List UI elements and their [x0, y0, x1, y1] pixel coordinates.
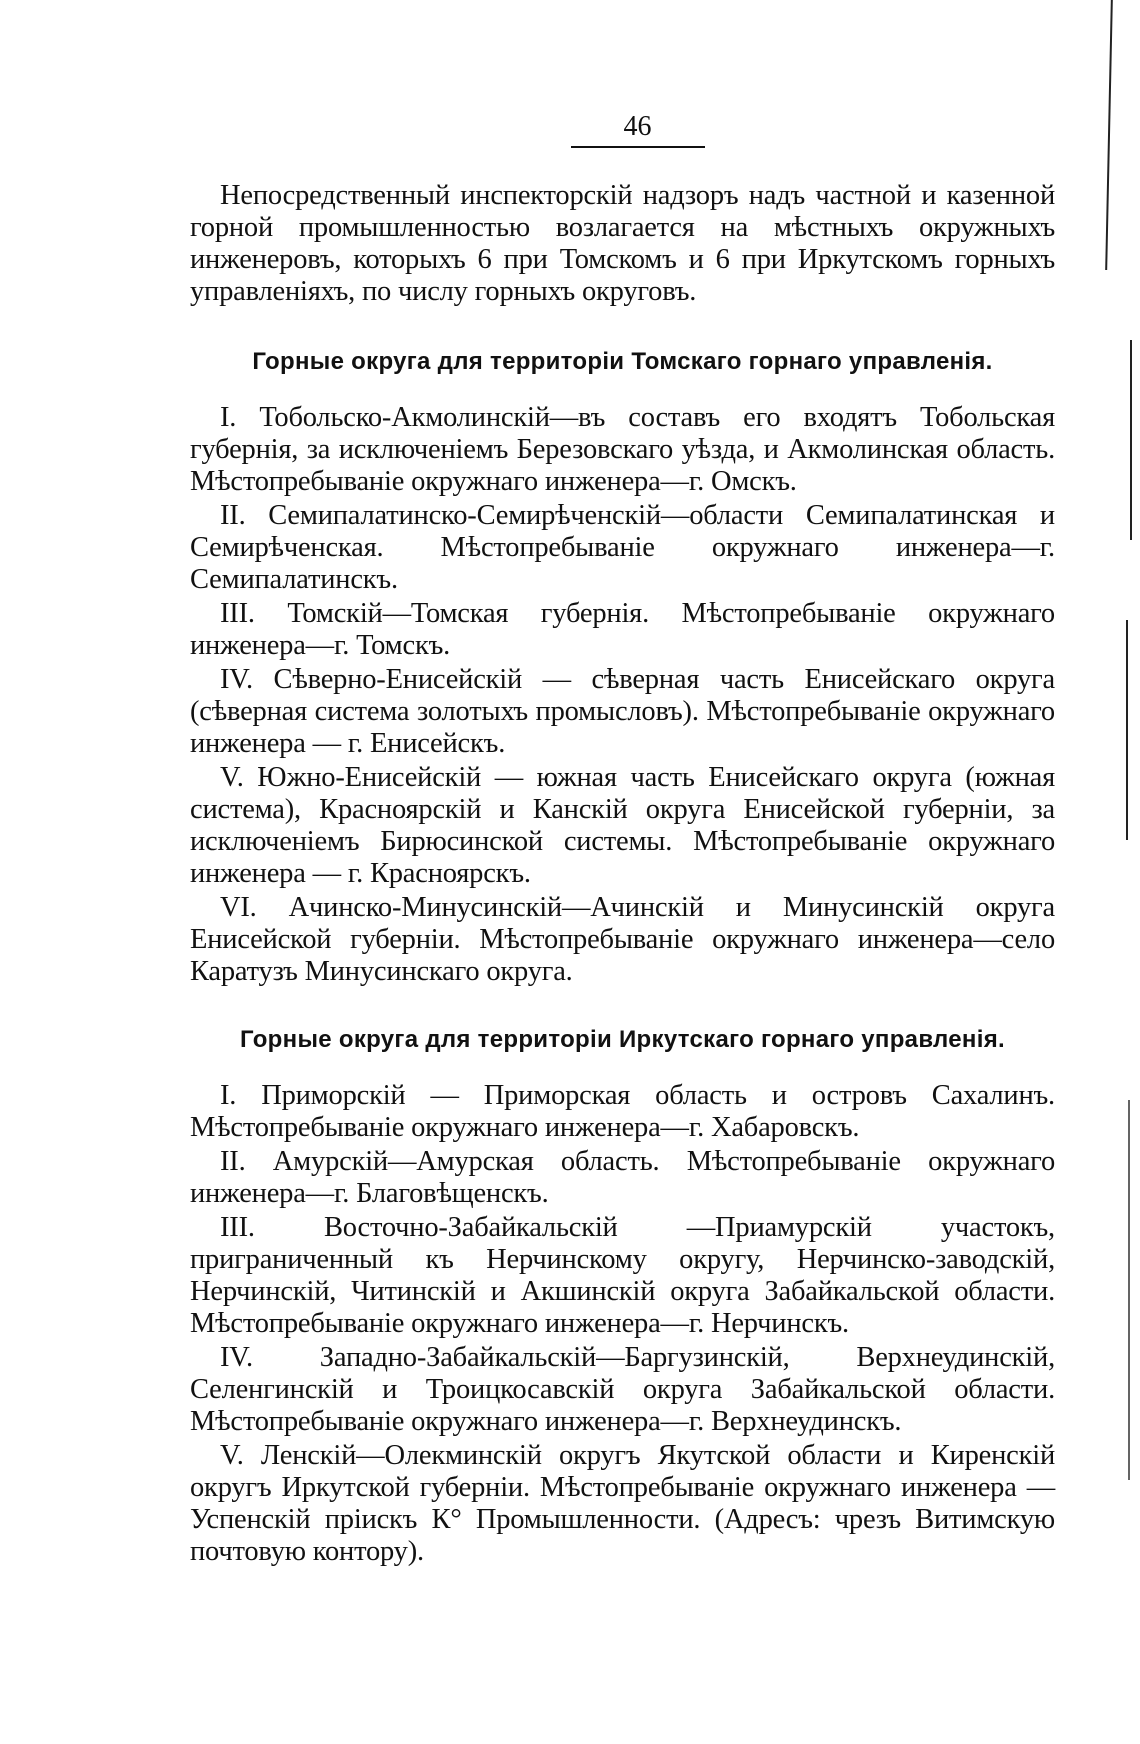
item-text: Западно-Забайкальскій—Баргузинскій, Верхнеудинскій, Селенгинскій и Троицкосавскій округа Забайкальской области. Мѣстопребываніе окружнаго инженера—г. Верхнеудинскъ.: [190, 1342, 1055, 1437]
item-numeral: II.: [220, 1146, 246, 1177]
intro-paragraph: Непосредственный инспекторскій надзоръ надъ частной и казенной горной промышленностью возлагается на мѣстныхъ окружныхъ инженеровъ, которыхъ 6 при Томскомъ и 6 при Иркутскомъ горныхъ управленіяхъ, по числу горныхъ округовъ.: [190, 180, 1055, 307]
item-text: Ленскій—Олекминскій округъ Якутской области и Киренскій округъ Иркутской губерніи. Мѣстопребываніе окружнаго инженера — Успенскій пріискъ К° Промышленности. (Адресъ: чрезъ Витимскую почтовую контору).: [190, 1440, 1055, 1567]
list-item: [190, 892, 1055, 988]
list-tomsk-districts: [190, 402, 1055, 988]
list-item: [190, 598, 1055, 662]
item-text: Восточно-Забайкальскій —Приамурскій участокъ, пригpаниченный къ Нерчинскому округу, Нерчинско-заводскій, Нерчинскій, Читинскій и Акшинскій округа Забайкальской области. Мѣстопребываніе окружнаго инженера—г. Нерчинскъ.: [190, 1212, 1055, 1339]
item-text: Тобольско-Акмолинскій—въ составъ его входятъ Тобольская губернія, за исключеніемъ Березовскаго уѣзда, и Акмолинская область. Мѣстопребываніе окружнаго инженера—г. Омскъ.: [190, 402, 1055, 497]
heading-tomsk: Горные округа для территоріи Томскаго горнаго управленія.: [252, 348, 993, 375]
list-item: [190, 1146, 1055, 1210]
item-numeral: II.: [220, 500, 246, 531]
item-numeral: IV.: [220, 1342, 253, 1373]
item-numeral: I.: [220, 402, 237, 433]
item-numeral: V.: [220, 1440, 244, 1471]
list-item: [190, 664, 1055, 760]
list-item: [190, 1440, 1055, 1568]
item-text: Томскій—Томская губернія. Мѣстопребываніе окружнаго инженера—г. Томскъ.: [190, 598, 1055, 661]
page-number: 46: [623, 111, 652, 142]
item-text: Сѣверно-Енисейскій — сѣверная часть Енисейскаго округа (сѣверная система золотыхъ промысловъ). Мѣстопребываніе окружнаго инженера — г. Енисейскъ.: [190, 664, 1055, 759]
item-numeral: III.: [220, 598, 255, 629]
page-number-rule: [571, 146, 705, 148]
scan-edge-line-top: [1105, 0, 1113, 270]
list-irkutsk-districts: [190, 1080, 1055, 1568]
item-numeral: V.: [220, 762, 244, 793]
list-item: [190, 402, 1055, 498]
item-numeral: I.: [220, 1080, 237, 1111]
page-content: [190, 110, 1055, 1568]
heading-irkutsk: Горные округа для территоріи Иркутскаго горнаго управленія.: [240, 1026, 1005, 1053]
item-text: Приморскій — Приморская область и островъ Сахалинъ. Мѣстопребываніе окружнаго инженера—г. Хабаровскъ.: [190, 1080, 1055, 1143]
list-item: [190, 500, 1055, 596]
scan-edge-line-middle: [1130, 340, 1132, 540]
scan-edge-line-bottom: [1128, 1100, 1130, 1480]
item-text: Южно-Енисейскій — южная часть Енисейскаго округа (южная система), Красноярскій и Канскій округа Енисейской губерніи, за исключеніемъ Бирюсинской системы. Мѣстопребываніе окружнаго инженера — г. Красноярскъ.: [190, 762, 1055, 889]
item-numeral: III.: [220, 1212, 255, 1243]
scan-edge-line-lower: [1126, 620, 1128, 840]
item-text: Семипалатинско-Семирѣченскій—области Семипалатинская и Семирѣченская. Мѣстопребываніе окружнаго инженера—г. Семипалатинскъ.: [190, 500, 1055, 595]
item-text: Амурскій—Амурская область. Мѣстопребываніе окружнаго инженера—г. Благовѣщенскъ.: [190, 1146, 1055, 1209]
list-item: [190, 762, 1055, 890]
list-item: [190, 1342, 1055, 1438]
item-numeral: IV.: [220, 664, 253, 695]
item-text: Ачинско-Минусинскій—Ачинскій и Минусинскій округа Енисейской губерніи. Мѣстопребываніе окружнаго инженера—село Каратузъ Минусинскаго округа.: [190, 892, 1055, 987]
item-numeral: VI.: [220, 892, 257, 923]
list-item: [190, 1212, 1055, 1340]
list-item: [190, 1080, 1055, 1144]
